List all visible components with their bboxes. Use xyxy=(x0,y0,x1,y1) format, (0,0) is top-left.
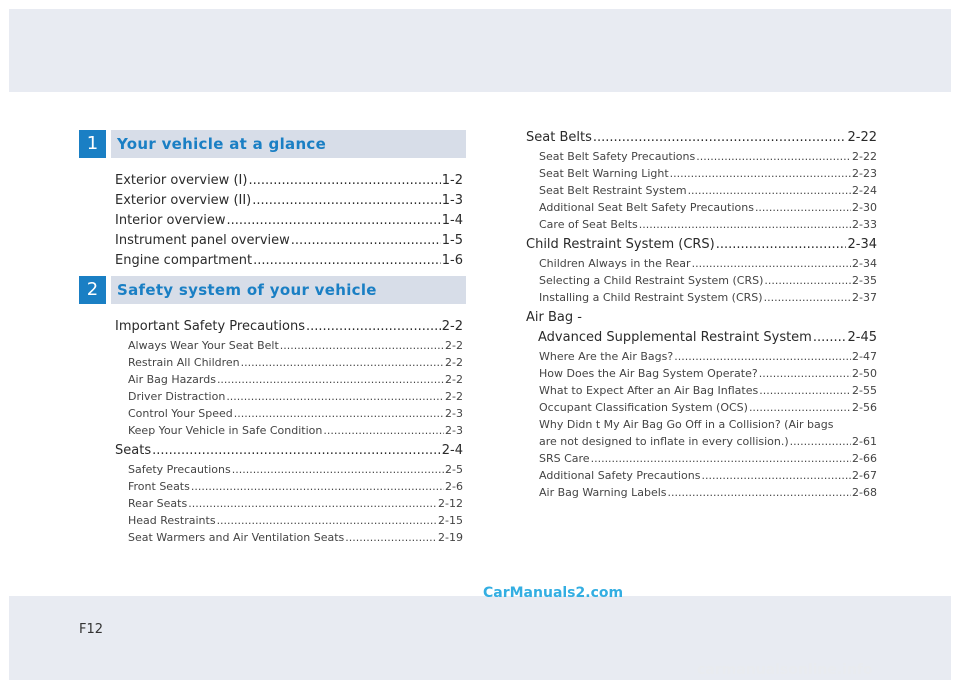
toc-item[interactable]: Air Bag Hazards ..... 2-2 xyxy=(115,371,463,388)
toc-entry[interactable]: Exterior overview (I) ..... 1-2 xyxy=(115,171,463,191)
toc-section[interactable]: Advanced Supplemental Restraint System ..... 2-45 xyxy=(526,328,877,348)
chapter-2-toc-right xyxy=(526,128,877,501)
toc-section[interactable]: Child Restraint System (CRS) ..... 2-34 xyxy=(526,235,877,255)
page-number: F12 xyxy=(79,622,104,637)
toc-item[interactable]: Seat Warmers and Air Ventilation Seats ..... 2-19 xyxy=(115,529,463,546)
toc-item[interactable]: Seat Belt Safety Precautions ..... 2-22 xyxy=(526,148,877,165)
toc-entry[interactable]: Exterior overview (II) ..... 1-3 xyxy=(115,191,463,211)
toc-item[interactable]: Driver Distraction ..... 2-2 xyxy=(115,388,463,405)
toc-item-line1[interactable]: Why Didn t My Air Bag Go Off in a Collision? (Air bags xyxy=(539,418,834,431)
toc-item[interactable]: Air Bag Warning Labels ..... 2-68 xyxy=(526,484,877,501)
toc-item[interactable]: Additional Seat Belt Safety Precautions ..... 2-30 xyxy=(526,199,877,216)
toc-section[interactable]: Seats ..... 2-4 xyxy=(115,441,463,461)
chapter-2-toc-left xyxy=(115,317,463,546)
watermark-bottom: carmanualsonline.info xyxy=(697,662,873,678)
toc-entry[interactable]: Engine compartment ..... 1-6 xyxy=(115,251,463,271)
toc-item[interactable]: Head Restraints ..... 2-15 xyxy=(115,512,463,529)
toc-item[interactable]: Safety Precautions ..... 2-5 xyxy=(115,461,463,478)
chapter-2-title: Safety system of your vehicle xyxy=(111,276,466,304)
toc-item[interactable]: Children Always in the Rear ..... 2-34 xyxy=(526,255,877,272)
toc-item[interactable]: Always Wear Your Seat Belt ..... 2-2 xyxy=(115,337,463,354)
toc-item[interactable]: SRS Care ..... 2-66 xyxy=(526,450,877,467)
toc-item[interactable]: How Does the Air Bag System Operate? ..... 2-50 xyxy=(526,365,877,382)
toc-item[interactable]: Keep Your Vehicle in Safe Condition ..... 2-3 xyxy=(115,422,463,439)
chapter-1-number: 1 xyxy=(79,130,106,158)
toc-item[interactable]: Control Your Speed ..... 2-3 xyxy=(115,405,463,422)
chapter-2-header xyxy=(79,276,466,304)
chapter-2-number: 2 xyxy=(79,276,106,304)
toc-section[interactable]: Important Safety Precautions ..... 2-2 xyxy=(115,317,463,337)
chapter-1-header xyxy=(79,130,466,158)
toc-entry[interactable]: Interior overview ..... 1-4 xyxy=(115,211,463,231)
toc-entry[interactable]: Instrument panel overview ..... 1-5 xyxy=(115,231,463,251)
toc-item[interactable]: Care of Seat Belts ..... 2-33 xyxy=(526,216,877,233)
toc-item[interactable]: Seat Belt Restraint System ..... 2-24 xyxy=(526,182,877,199)
toc-item[interactable]: Occupant Classification System (OCS) ..... 2-56 xyxy=(526,399,877,416)
toc-item[interactable]: Additional Safety Precautions ..... 2-67 xyxy=(526,467,877,484)
toc-section-title-line1[interactable]: Air Bag - xyxy=(526,310,582,325)
header-band xyxy=(9,9,951,92)
toc-item[interactable]: Rear Seats ..... 2-12 xyxy=(115,495,463,512)
toc-item[interactable]: Seat Belt Warning Light ..... 2-23 xyxy=(526,165,877,182)
chapter-1-title: Your vehicle at a glance xyxy=(111,130,466,158)
toc-section[interactable]: Seat Belts ..... 2-22 xyxy=(526,128,877,148)
toc-item[interactable]: What to Expect After an Air Bag Inflates ..... 2-55 xyxy=(526,382,877,399)
toc-item[interactable]: Selecting a Child Restraint System (CRS) ..... 2-35 xyxy=(526,272,877,289)
watermark-top: CarManuals2.com xyxy=(483,585,624,601)
toc-item[interactable]: Front Seats ..... 2-6 xyxy=(115,478,463,495)
toc-item[interactable]: Installing a Child Restraint System (CRS) ..... 2-37 xyxy=(526,289,877,306)
toc-item[interactable]: are not designed to inflate in every collision.) ..... 2-61 xyxy=(526,433,877,450)
toc-item[interactable]: Restrain All Children ..... 2-2 xyxy=(115,354,463,371)
chapter-1-toc xyxy=(115,171,463,271)
toc-item[interactable]: Where Are the Air Bags? ..... 2-47 xyxy=(526,348,877,365)
